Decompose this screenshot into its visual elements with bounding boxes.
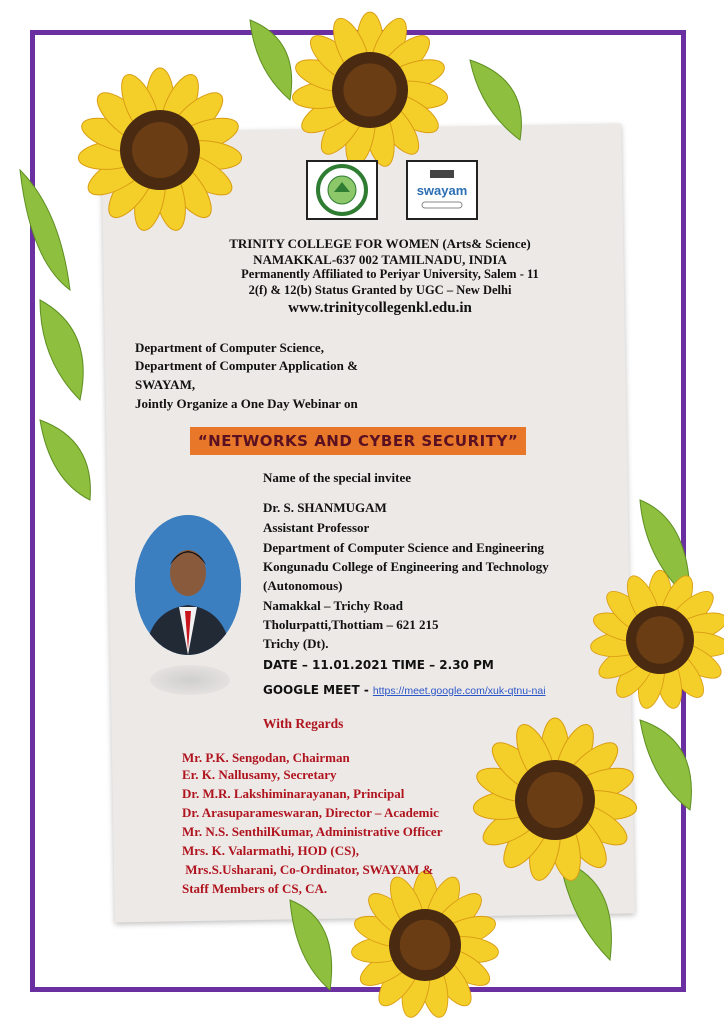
sunflower-5 — [350, 871, 499, 1020]
regards-heading: With Regards — [263, 716, 344, 731]
organizer-line-1: Department of Computer Science, — [135, 340, 324, 355]
swayam-logo — [406, 160, 478, 220]
invitee-road: Namakkal – Trichy Road — [263, 598, 404, 613]
regards-name: Mrs.S.Usharani, Co-Ordinator, SWAYAM & — [182, 862, 434, 877]
regards-name: Staff Members of CS, CA. — [182, 881, 328, 896]
sunflower-2 — [291, 12, 449, 169]
invitee-photo — [135, 515, 241, 655]
webinar-title-banner — [190, 427, 526, 455]
invitee-autonomous: (Autonomous) — [263, 578, 343, 593]
regards-name: Mr. P.K. Sengodan, Chairman — [182, 750, 350, 765]
swayam-icon — [408, 162, 476, 218]
college-address: NAMAKKAL-637 002 TAMILNADU, INDIA — [253, 252, 507, 267]
college-website[interactable]: www.trinitycollegenkl.edu.in — [288, 300, 472, 316]
invitee-heading: Name of the special invitee — [263, 470, 412, 485]
college-name: TRINITY COLLEGE FOR WOMEN (Arts& Science) — [229, 236, 531, 251]
college-affiliation: Permanently Affiliated to Periyar University, Salem - 11 — [241, 267, 539, 281]
regards-name: Mrs. K. Valarmathi, HOD (CS), — [182, 843, 359, 858]
sunflower-3 — [589, 570, 724, 710]
college-logo — [306, 160, 378, 220]
invitee-district: Trichy (Dt). — [263, 636, 329, 651]
person-avatar-icon — [135, 515, 241, 655]
google-meet-line — [263, 681, 546, 699]
invitee-department: Department of Computer Science and Engineering — [263, 540, 545, 555]
organizer-line-2: Department of Computer Application & — [135, 358, 358, 373]
sunflower-4 — [472, 718, 638, 883]
organizer-line-3: SWAYAM, — [135, 377, 196, 392]
webinar-title: “NETWORKS AND CYBER SECURITY” — [197, 432, 519, 450]
photo-shadow — [150, 665, 230, 695]
sunflower-1 — [77, 68, 243, 233]
invitee-name: Dr. S. SHANMUGAM — [263, 500, 387, 515]
college-emblem-icon — [308, 162, 376, 218]
invitee-place: Tholurpatti,Thottiam – 621 215 — [263, 617, 439, 632]
svg-text:swayam: swayam — [416, 183, 468, 198]
date-time: DATE – 11.01.2021 TIME – 2.30 PM — [263, 658, 494, 672]
regards-name: Dr. M.R. Lakshiminarayanan, Principal — [182, 786, 405, 801]
college-status: 2(f) & 12(b) Status Granted by UGC – New Delhi — [248, 283, 512, 297]
invitee-institution: Kongunadu College of Engineering and Technology — [263, 559, 549, 574]
organizer-line-4: Jointly Organize a One Day Webinar on — [135, 396, 358, 411]
regards-name: Mr. N.S. SenthilKumar, Administrative Officer — [182, 824, 443, 839]
regards-name: Dr. Arasuparameswaran, Director – Academic — [182, 805, 439, 820]
meet-label: GOOGLE MEET - — [263, 683, 369, 697]
invitee-designation: Assistant Professor — [263, 520, 370, 535]
regards-name: Er. K. Nallusamy, Secretary — [182, 767, 337, 782]
meet-link[interactable]: https://meet.google.com/xuk-qtnu-nai — [372, 685, 546, 697]
